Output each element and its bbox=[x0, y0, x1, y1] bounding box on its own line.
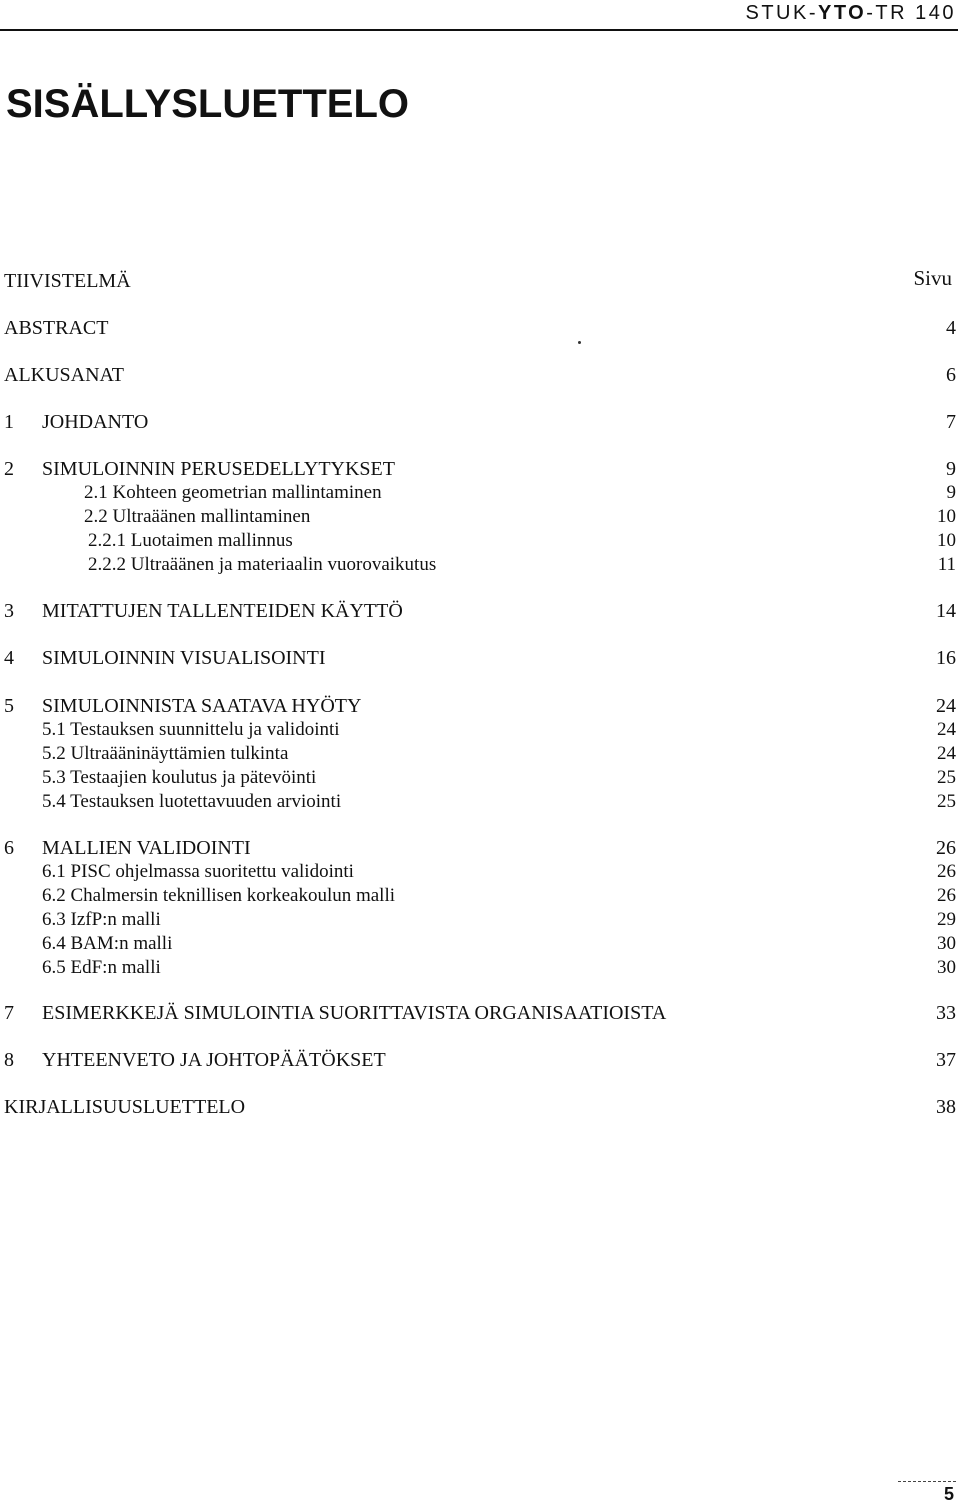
toc-number: 2 bbox=[4, 458, 14, 480]
page-number: 5 bbox=[943, 1484, 954, 1504]
toc-page: 30 bbox=[937, 957, 956, 978]
toc-text: MITATTUJEN TALLENTEIDEN KÄYTTÖ bbox=[42, 600, 403, 622]
toc-entry[interactable] bbox=[4, 598, 956, 624]
series-prefix: STUK- bbox=[745, 2, 818, 24]
toc-page: 26 bbox=[937, 861, 956, 882]
toc-entry[interactable] bbox=[4, 765, 956, 791]
toc-page: 10 bbox=[937, 530, 956, 551]
toc-entry[interactable] bbox=[4, 717, 956, 743]
toc-text: 5.4 Testauksen luotettavuuden arviointi bbox=[42, 791, 342, 812]
toc-text: 2.2 Ultraäänen mallintaminen bbox=[84, 506, 311, 527]
toc-number: 7 bbox=[4, 1002, 14, 1024]
toc-page: 30 bbox=[937, 933, 956, 954]
toc-entry[interactable] bbox=[4, 315, 956, 341]
series-number: -TR 140 bbox=[866, 2, 956, 24]
toc-entry[interactable] bbox=[4, 268, 956, 294]
toc-text: 6.1 PISC ohjelmassa suoritettu validointi bbox=[42, 861, 354, 882]
toc-page: 16 bbox=[936, 647, 956, 669]
toc-page: 14 bbox=[936, 600, 956, 622]
toc-entry[interactable] bbox=[4, 859, 956, 885]
toc-text: 5.3 Testaajien koulutus ja pätevöinti bbox=[42, 767, 317, 788]
toc-page: 33 bbox=[936, 1002, 956, 1024]
toc-number: 5 bbox=[4, 695, 14, 717]
stray-mark bbox=[578, 341, 581, 344]
toc-page: 10 bbox=[937, 506, 956, 527]
toc-page: 29 bbox=[937, 909, 956, 930]
toc-text: SIMULOINNIN PERUSEDELLYTYKSET bbox=[42, 458, 395, 480]
toc-text: YHTEENVETO JA JOHTOPÄÄTÖKSET bbox=[42, 1049, 386, 1071]
toc-number: 8 bbox=[4, 1049, 14, 1071]
toc-entry[interactable] bbox=[4, 1094, 956, 1120]
toc-page: 24 bbox=[937, 719, 956, 740]
toc-page: 6 bbox=[946, 364, 956, 386]
toc-page: 4 bbox=[946, 317, 956, 339]
toc-page: 37 bbox=[936, 1049, 956, 1071]
toc-page: 7 bbox=[946, 411, 956, 433]
toc-text: 6.3 IzfP:n malli bbox=[42, 909, 161, 930]
toc-page: 24 bbox=[937, 743, 956, 764]
toc-page: 11 bbox=[937, 554, 956, 575]
toc-entry[interactable] bbox=[4, 741, 956, 767]
toc-entry[interactable] bbox=[4, 504, 956, 530]
toc-entry[interactable] bbox=[4, 456, 956, 482]
toc-text: 6.2 Chalmersin teknillisen korkeakoulun malli bbox=[42, 885, 396, 906]
toc-entry[interactable] bbox=[4, 528, 956, 554]
toc-number: 1 bbox=[4, 411, 14, 433]
toc-page: 24 bbox=[936, 695, 956, 717]
header-rule bbox=[0, 29, 958, 31]
toc-text: 6.4 BAM:n malli bbox=[42, 933, 173, 954]
toc-entry[interactable] bbox=[4, 645, 956, 671]
report-series-id bbox=[745, 2, 956, 25]
toc-number: 4 bbox=[4, 647, 14, 669]
toc-entry[interactable] bbox=[4, 1047, 956, 1073]
footer-rule bbox=[898, 1481, 956, 1482]
toc-text: 6.5 EdF:n malli bbox=[42, 957, 161, 978]
toc-text: JOHDANTO bbox=[42, 411, 149, 433]
toc-entry[interactable] bbox=[4, 693, 956, 719]
series-code: YTO bbox=[817, 2, 867, 24]
toc-text: 5.1 Testauksen suunnittelu ja validointi bbox=[42, 719, 340, 740]
toc-entry[interactable] bbox=[4, 955, 956, 981]
toc-entry[interactable] bbox=[4, 931, 956, 957]
toc-entry[interactable] bbox=[4, 409, 956, 435]
toc-page: 38 bbox=[936, 1096, 956, 1118]
toc-entry[interactable] bbox=[4, 480, 956, 506]
toc-number: 6 bbox=[4, 837, 14, 859]
toc-text: 2.2.2 Ultraäänen ja materiaalin vuorovaikutus bbox=[88, 554, 437, 575]
toc-text: SIMULOINNISTA SAATAVA HYÖTY bbox=[42, 695, 362, 717]
toc-text: TIIVISTELMÄ bbox=[4, 270, 131, 292]
toc-entry[interactable] bbox=[4, 1000, 956, 1026]
toc-text: KIRJALLISUUSLUETTELO bbox=[4, 1096, 246, 1118]
toc-text: ALKUSANAT bbox=[4, 364, 124, 386]
toc-page: 9 bbox=[946, 482, 956, 503]
toc-text: MALLIEN VALIDOINTI bbox=[42, 837, 251, 859]
toc-page: 9 bbox=[946, 458, 956, 480]
toc-number: 3 bbox=[4, 600, 14, 622]
toc-entry[interactable] bbox=[4, 883, 956, 909]
toc-entry[interactable] bbox=[4, 552, 956, 578]
page-column-label: Sivu bbox=[913, 266, 952, 290]
toc-entry[interactable] bbox=[4, 362, 956, 388]
toc-entry[interactable] bbox=[4, 907, 956, 933]
toc-page: 25 bbox=[937, 767, 956, 788]
toc-text: 2.1 Kohteen geometrian mallintaminen bbox=[84, 482, 382, 503]
toc-entry[interactable] bbox=[4, 835, 956, 861]
toc-text: SIMULOINNIN VISUALISOINTI bbox=[42, 647, 326, 669]
toc-text: ABSTRACT bbox=[4, 317, 109, 339]
toc-page: 25 bbox=[937, 791, 956, 812]
toc-text: 5.2 Ultraääninäyttämien tulkinta bbox=[42, 743, 289, 764]
page-title: SISÄLLYSLUETTELO bbox=[6, 82, 410, 126]
toc-entry[interactable] bbox=[4, 789, 956, 815]
toc-page: 26 bbox=[936, 837, 956, 859]
toc-page: 26 bbox=[937, 885, 956, 906]
toc-text: ESIMERKKEJÄ SIMULOINTIA SUORITTAVISTA ORGANISAATIOISTA bbox=[42, 1002, 667, 1024]
toc-text: 2.2.1 Luotaimen mallinnus bbox=[88, 530, 293, 551]
